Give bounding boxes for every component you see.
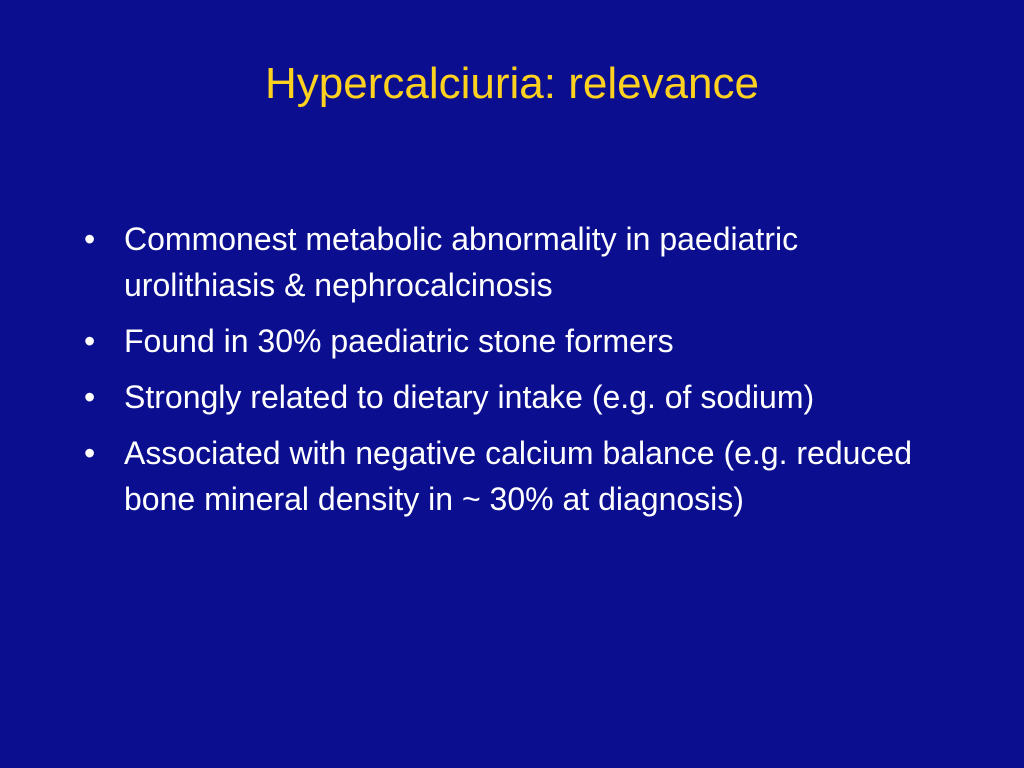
bullet-symbol: • — [84, 221, 96, 257]
bullet-list — [84, 216, 934, 532]
bullet-text: Strongly related to dietary intake (e.g. of sodium) — [124, 379, 815, 415]
bullet-item — [84, 318, 934, 364]
slide-title: Hypercalciuria: relevance — [265, 59, 759, 108]
bullet-symbol: • — [84, 323, 96, 359]
bullet-item — [84, 430, 934, 522]
bullet-symbol: • — [84, 435, 96, 471]
bullet-symbol: • — [84, 379, 96, 415]
bullet-text: Associated with negative calcium balance (e.g. reduced bone mineral density in ~ 30% at diagnosis) — [124, 435, 912, 517]
bullet-item — [84, 216, 934, 308]
bullet-text: Found in 30% paediatric stone formers — [124, 323, 674, 359]
bullet-text: Commonest metabolic abnormality in paediatric urolithiasis & nephrocalcinosis — [124, 221, 799, 303]
bullet-item — [84, 374, 934, 420]
